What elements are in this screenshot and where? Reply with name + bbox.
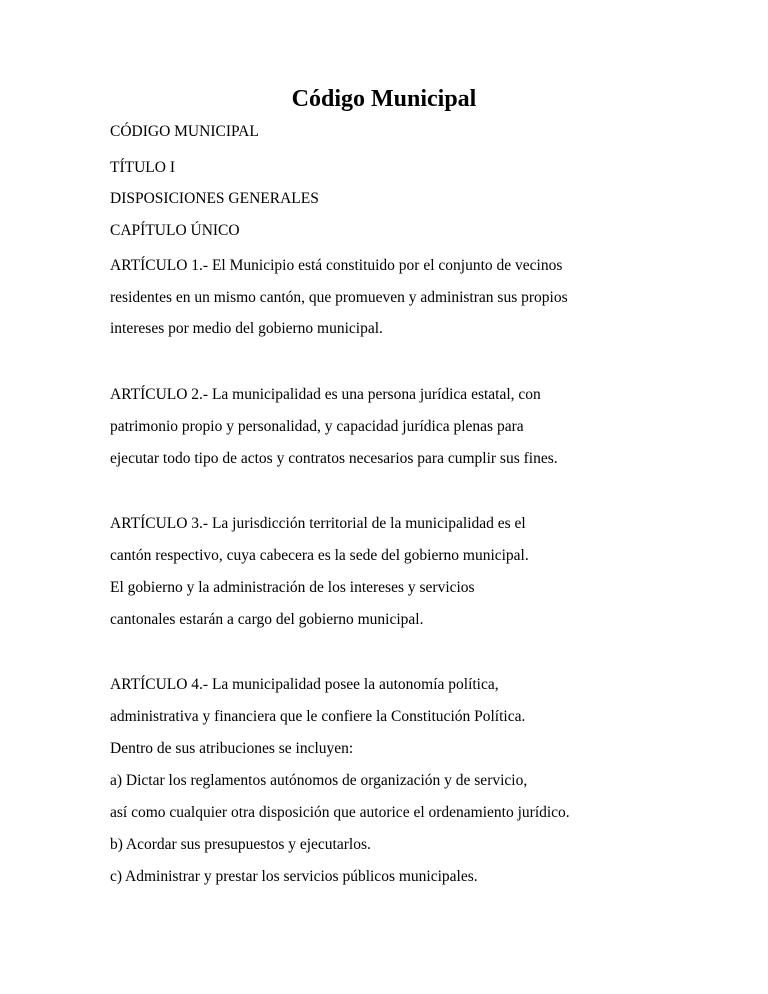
heading-disposiciones: DISPOSICIONES GENERALES: [110, 190, 319, 207]
article-1-line-3: intereses por medio del gobierno municipal.: [110, 320, 383, 337]
heading-codigo: CÓDIGO MUNICIPAL: [110, 123, 259, 140]
article-3-line-1: ARTÍCULO 3.- La jurisdicción territorial de la municipalidad es el: [110, 515, 526, 532]
article-1-line-1: ARTÍCULO 1.- El Municipio está constituido por el conjunto de vecinos: [110, 257, 563, 274]
article-2-line-2: patrimonio propio y personalidad, y capacidad jurídica plenas para: [110, 418, 524, 435]
article-4-line-1: ARTÍCULO 4.- La municipalidad posee la autonomía política,: [110, 676, 499, 693]
article-4-item-a-line-2: así como cualquier otra disposición que autorice el ordenamiento jurídico.: [110, 804, 570, 821]
article-4-line-3: Dentro de sus atribuciones se incluyen:: [110, 740, 354, 757]
article-2-line-1: ARTÍCULO 2.- La municipalidad es una persona jurídica estatal, con: [110, 386, 541, 403]
heading-titulo: TÍTULO I: [110, 159, 175, 176]
article-4-line-2: administrativa y financiera que le confiere la Constitución Política.: [110, 708, 526, 725]
article-4-item-b: b) Acordar sus presupuestos y ejecutarlos.: [110, 836, 371, 853]
article-3-line-4: cantonales estarán a cargo del gobierno municipal.: [110, 611, 424, 628]
heading-capitulo: CAPÍTULO ÚNICO: [110, 222, 240, 239]
article-1-line-2: residentes en un mismo cantón, que promueven y administran sus propios: [110, 289, 568, 306]
article-4-item-a-line-1: a) Dictar los reglamentos autónomos de organización y de servicio,: [110, 772, 528, 789]
article-2-line-3: ejecutar todo tipo de actos y contratos necesarios para cumplir sus fines.: [110, 450, 558, 467]
article-4-item-c: c) Administrar y prestar los servicios públicos municipales.: [110, 868, 478, 885]
document-title: Código Municipal: [291, 86, 477, 112]
article-3-line-3: El gobierno y la administración de los intereses y servicios: [110, 579, 475, 596]
article-3-line-2: cantón respectivo, cuya cabecera es la sede del gobierno municipal.: [110, 547, 529, 564]
